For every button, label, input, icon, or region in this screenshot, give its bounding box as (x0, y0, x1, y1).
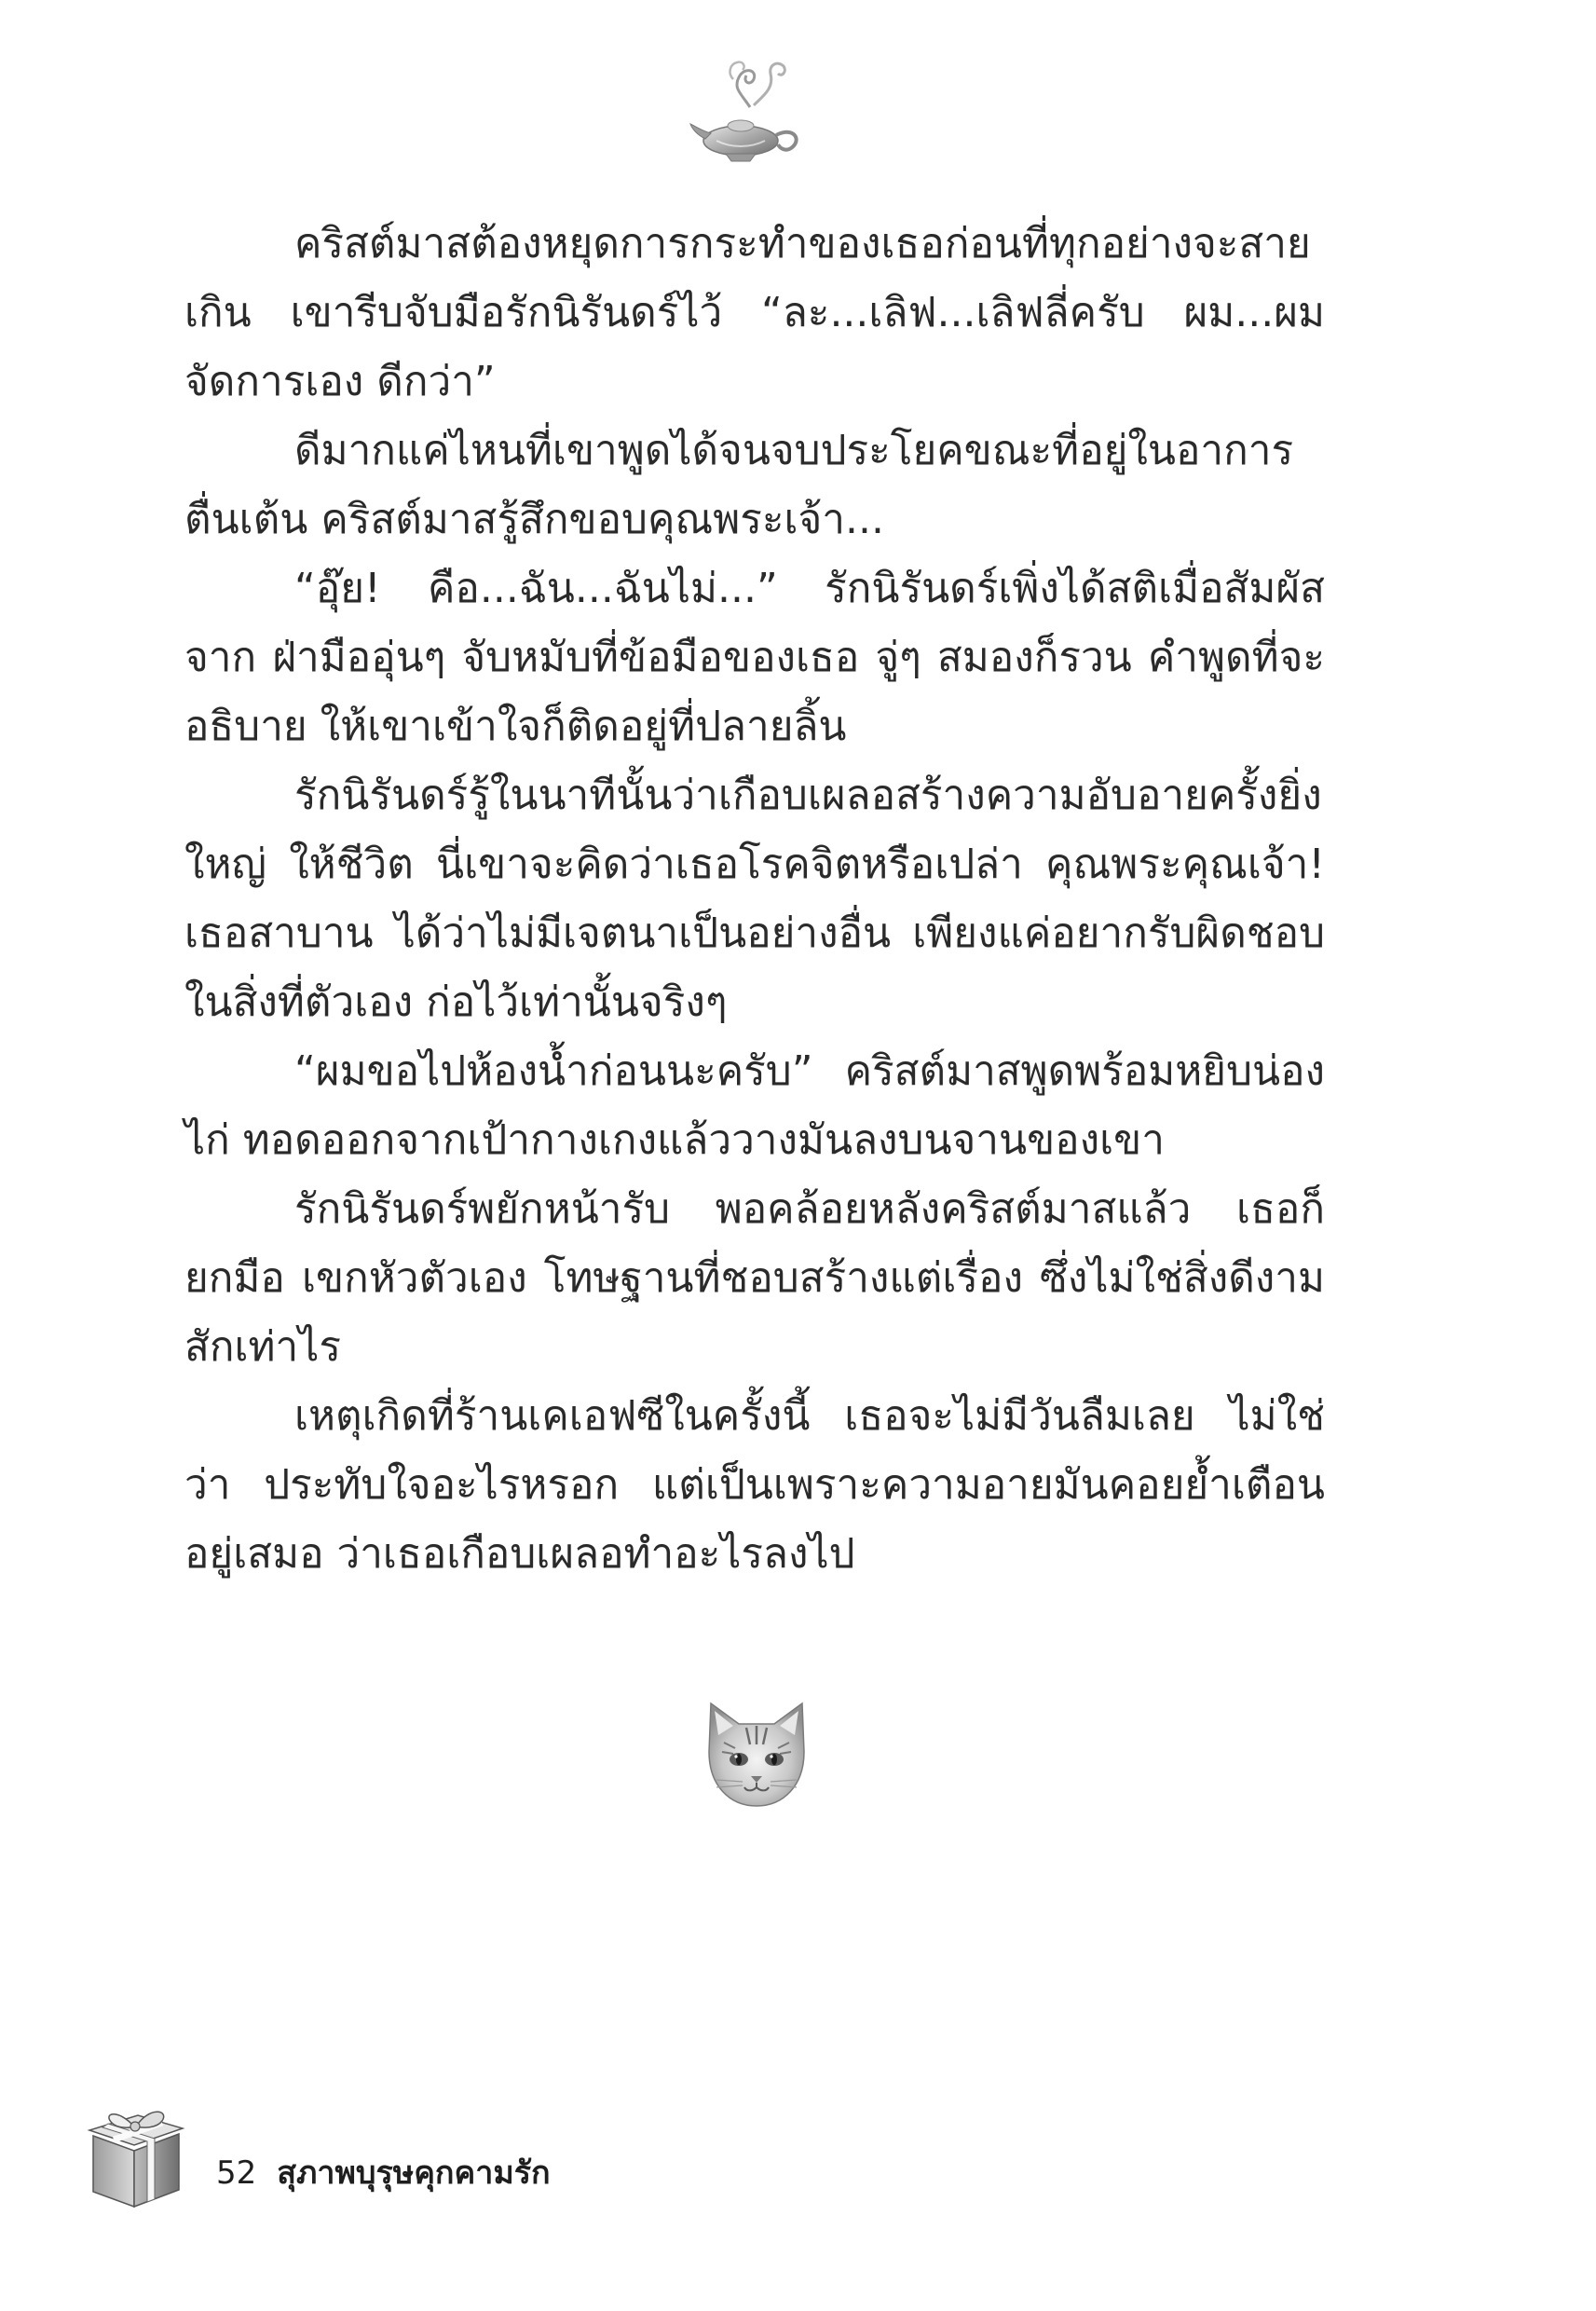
cat-face-icon (694, 1687, 820, 1812)
book-title: สุภาพบุรุษคุกคามรัก (277, 2154, 551, 2192)
paragraph-7: เหตุเกิดที่ร้านเคเอฟซีในครั้งนี้ เธอจะไม่มีวันลืมเลย ไม่ใช่ว่า ประทับใจอะไรหรอก แต่เป็นเพราะความอายมันคอยย้ำเตือนอยู่เสมอ ว่าเธอเกือบเผลอทำอะไรลงไป (184, 1392, 1325, 1578)
paragraph-4: รักนิรันดร์รู้ในนาทีนั้นว่าเกือบเผลอสร้างความอับอายครั้งยิ่งใหญ่ ให้ชีวิต นี่เขาจะคิดว่าเธอโรคจิตหรือเปล่า คุณพระคุณเจ้า! เธอสาบาน ได้ว่าไม่มีเจตนาเป็นอย่างอื่น เพียงแค่อยากรับผิดชอบในสิ่งที่ตัวเอง ก่อไว้เท่านั้นจริงๆ (184, 772, 1325, 1026)
body-text (184, 210, 1325, 1589)
gift-box-icon (80, 2097, 190, 2212)
page-footer (216, 2154, 551, 2192)
magic-lamp-icon (685, 51, 815, 172)
paragraph-1: คริสต์มาสต้องหยุดการกระทำของเธอก่อนที่ทุกอย่างจะสายเกิน เขารีบจับมือรักนิรันดร์ไว้ “ละ...เลิฟ...เลิฟลี่ครับ ผม...ผมจัดการเอง ดีกว่า” (184, 220, 1325, 405)
paragraph-2: ดีมากแค่ไหนที่เขาพูดได้จนจบประโยคขณะที่อยู่ในอาการตื่นเต้น คริสต์มาสรู้สึกขอบคุณพระเจ้า... (184, 427, 1294, 543)
paragraph-6: รักนิรันดร์พยักหน้ารับ พอคล้อยหลังคริสต์มาสแล้ว เธอก็ยกมือ เขกหัวตัวเอง โทษฐานที่ชอบสร้างแต่เรื่อง ซึ่งไม่ใช่สิ่งดีงามสักเท่าไร (184, 1185, 1325, 1371)
paragraph-5: “ผมขอไปห้องน้ำก่อนนะครับ” คริสต์มาสพูดพร้อมหยิบน่องไก่ ทอดออกจากเป้ากางเกงแล้ววางมันลงบนจานของเขา (184, 1047, 1325, 1164)
paragraph-3: “อุ๊ย! คือ...ฉัน...ฉันไม่...” รักนิรันดร์เพิ่งได้สติเมื่อสัมผัสจาก ฝ่ามืออุ่นๆ จับหมับที่ข้อมือของเธอ จู่ๆ สมองก็รวน คำพูดที่จะอธิบาย ให้เขาเข้าใจก็ติดอยู่ที่ปลายลิ้น (184, 565, 1325, 750)
page-number: 52 (216, 2154, 257, 2192)
